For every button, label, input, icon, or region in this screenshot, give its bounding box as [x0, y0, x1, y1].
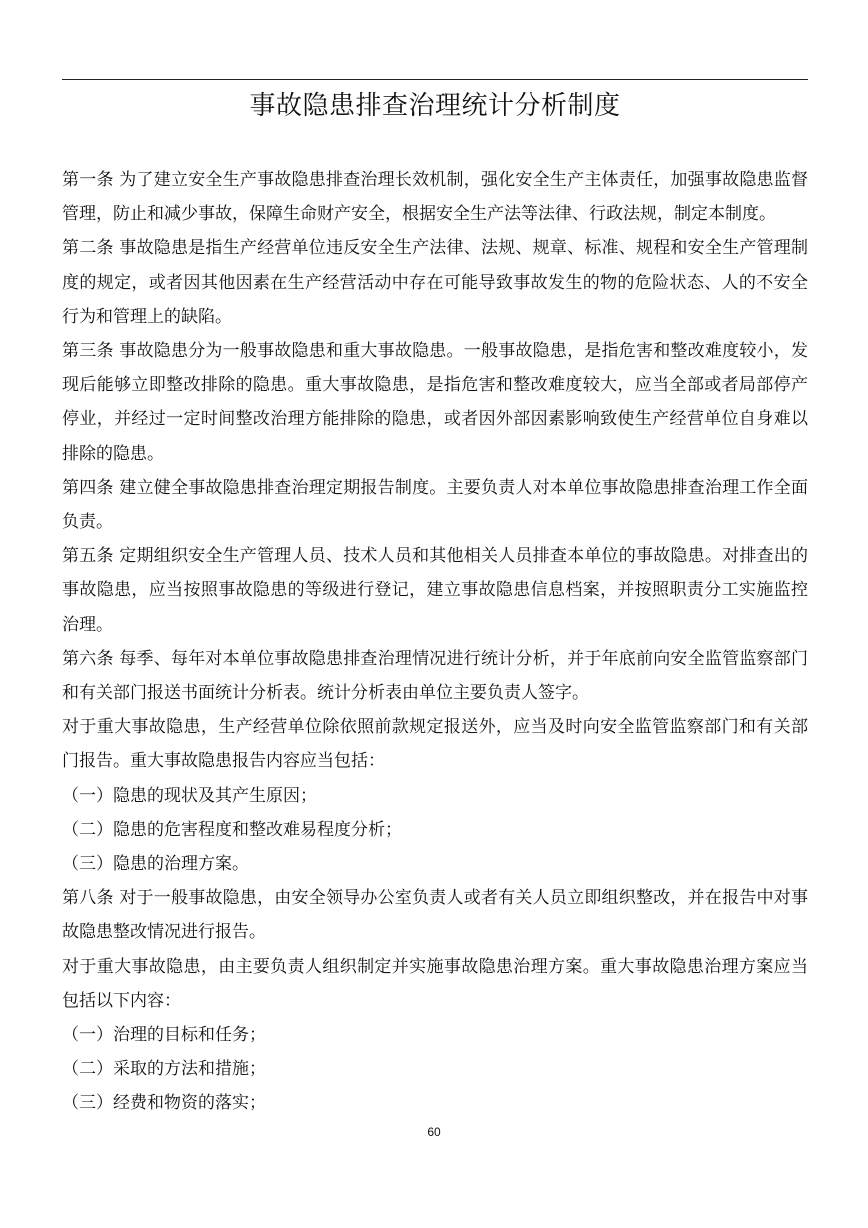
article-6: 第六条 每季、每年对本单位事故隐患排查治理情况进行统计分析，并于年底前向安全监管监察部门和有关部门报送书面统计分析表。统计分析表由单位主要负责人签字。: [62, 648, 808, 704]
list-item: （二）采取的方法和措施；: [62, 1059, 266, 1080]
article-1: 第一条 为了建立安全生产事故隐患排查治理长效机制，强化安全生产主体责任，加强事故隐患监督管理，防止和减少事故，保障生命财产安全，根据安全生产法等法律、行政法规，制定本制度。: [62, 170, 808, 225]
list-item: （二）隐患的危害程度和整改难易程度分析；: [62, 819, 402, 840]
article-4: 第四条 建立健全事故隐患排查治理定期报告制度。主要负责人对本单位事故隐患排查治理工作全面负责。: [62, 477, 808, 533]
list-item: （三）隐患的治理方案。: [62, 854, 249, 875]
article-8: 第八条 对于一般事故隐患，由安全领导办公室负责人或者有关人员立即组织整改，并在报告中对事故隐患整改情况进行报告。: [62, 888, 808, 943]
list-item: （三）经费和物资的落实；: [62, 1093, 266, 1114]
article-2: 第二条 事故隐患是指生产经营单位违反安全生产法律、法规、规章、标准、规程和安全生产管理制度的规定，或者因其他因素在生产经营活动中存在可能导致事故发生的物的危险状态、人的不安全行为和管理上的缺陷。: [62, 238, 808, 327]
article-3: 第三条 事故隐患分为一般事故隐患和重大事故隐患。一般事故隐患，是指危害和整改难度较小，发现后能够立即整改排除的隐患。重大事故隐患，是指危害和整改难度较大，应当全部或者局部停产停业，并经过一定时间整改治理方能排除的隐患，或者因外部因素影响致使生产经营单位自身难以排除的隐患。: [62, 341, 808, 464]
major-hazard-report-intro: 对于重大事故隐患，生产经营单位除依照前款规定报送外，应当及时向安全监管监察部门和有关部门报告。重大事故隐患报告内容应当包括：: [62, 717, 808, 772]
header-rule: [62, 79, 808, 80]
page-number: 60: [427, 1125, 441, 1139]
article-5: 第五条 定期组织安全生产管理人员、技术人员和其他相关人员排查本单位的事故隐患。对排查出的事故隐患，应当按照事故隐患的等级进行登记，建立事故隐患信息档案，并按照职责分工实施监控治理。: [62, 546, 808, 635]
document-body: [62, 163, 808, 1121]
list-item: （一）隐患的现状及其产生原因；: [62, 785, 317, 806]
list-item: （一）治理的目标和任务；: [62, 1025, 266, 1046]
document-title: 事故隐患排查治理统计分析制度: [249, 91, 621, 121]
major-hazard-plan-intro: 对于重大事故隐患，由主要负责人组织制定并实施事故隐患治理方案。重大事故隐患治理方案应当包括以下内容：: [62, 956, 808, 1011]
